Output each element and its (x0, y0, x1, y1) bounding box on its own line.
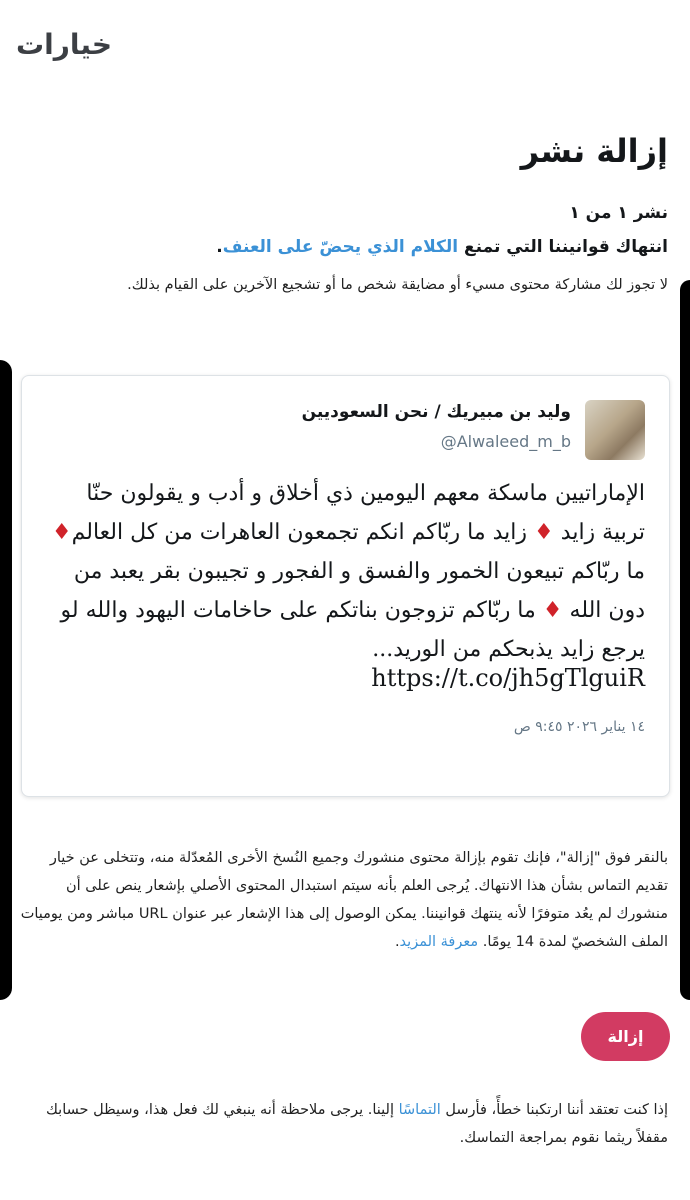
violation-prefix: انتهاك قوانيننا التي تمنع (458, 237, 668, 257)
diamond-icon: ♦ (51, 520, 72, 545)
tweet-text-part-1: الإماراتيين ماسكة معهم اليومين ذي أخلاق و أدب و يقولون حنّا تربية زايد (86, 481, 645, 545)
author-handle: @Alwaleed_m_b (440, 432, 571, 451)
tweet-text-part-2: زايد ما ربّاكم انكم تجمعون العاهرات من كل العالم (71, 520, 535, 545)
tweet-card (21, 375, 670, 797)
tweet-link[interactable]: https://t.co/jh5gTlguiR (371, 664, 645, 692)
post-count: نشر ١ من ١ (569, 203, 668, 223)
appeal-suffix: إلينا. يرجى ملاحظة أنه ينبغي لك فعل هذا، وسيظل حسابك مقفلاً ريثما نقوم بمراجعة التماسك. (45, 1102, 668, 1146)
diamond-icon: ♦ (542, 598, 563, 623)
right-edge-bezel (680, 280, 690, 1000)
options-title: خيارات (16, 28, 112, 61)
appeal-prefix: إذا كنت تعتقد أننا ارتكبنا خطأً، فأرسل (440, 1102, 668, 1118)
violation-rule-link[interactable]: الكلام الذي يحضّ على العنف (222, 237, 459, 257)
removal-info-text: بالنقر فوق "إزالة"، فإنك تقوم بإزالة محتوى منشورك وجميع النُسخ الأخرى المُعدّلة منه، وتتخلى عن خيار تقديم التماس بشأن هذا الانتهاك. يُرجى العلم بأنه سيتم استبدال المحتوى الأصلي بإشعار ينص على أن منشورك لم يعُد متوفرًا لأنه ينتهك قوانيننا. يمكن الوصول إلى هذا الإشعار عبر عنوان URL مباشر ومن يوميات الملف الشخصيّ لمدة 14 يومًا. (20, 850, 668, 950)
appeal-note (20, 1096, 668, 1152)
remove-button[interactable]: إزالة (581, 1012, 670, 1061)
tweet-text-part-3: ما ربّاكم تبيعون الخمور والفسق و الفجور و تجيبون بقر يعبد من دون الله (73, 559, 645, 623)
diamond-icon: ♦ (534, 520, 554, 545)
learn-more-link[interactable]: معرفة المزيد (399, 934, 479, 950)
tweet-date: ١٤ يناير ٢٠٢٦ ٩:٤٥ ص (513, 719, 645, 735)
violation-description: لا تجوز لك مشاركة محتوى مسيء أو مضايقة شخص ما أو تشجيع الآخرين على القيام بذلك. (127, 277, 668, 293)
violation-suffix: . (216, 237, 223, 257)
violation-heading (28, 237, 668, 257)
removal-info (20, 844, 668, 956)
removal-info-suffix: . (394, 934, 400, 950)
appeal-link[interactable]: التماسًا (398, 1102, 441, 1118)
page-title: إزالة نشر (520, 132, 668, 170)
avatar (585, 400, 645, 460)
tweet-text (45, 474, 645, 669)
author-name: وليد بن مبيريك / نحن السعوديين (301, 402, 571, 422)
left-edge-bezel (0, 360, 12, 1000)
tweet-text-part-4: ما ربّاكم تزوجون بناتكم على حاخامات اليهود والله لو يرجع زايد يذبحكم من الوريد... (60, 598, 645, 662)
